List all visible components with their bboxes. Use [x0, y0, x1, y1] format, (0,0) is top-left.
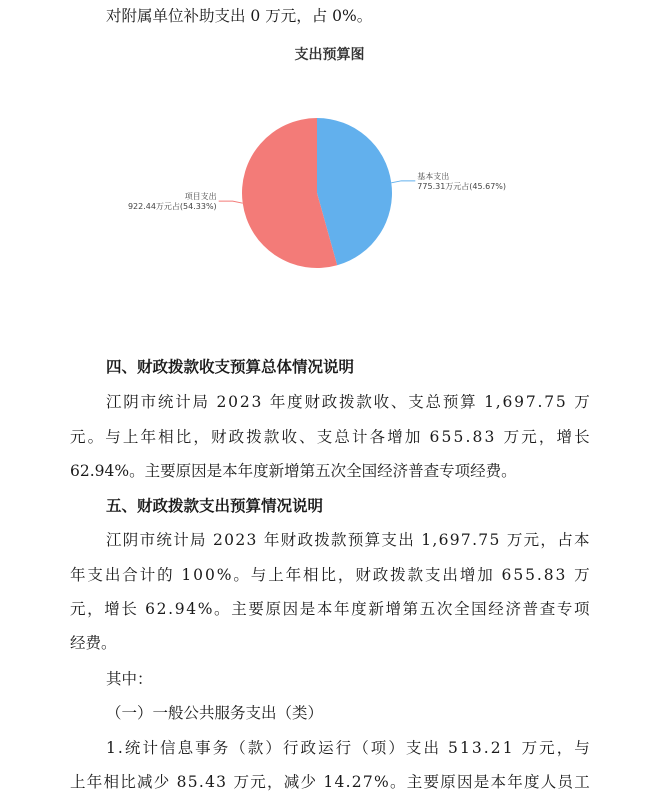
section-4-line-2: 元 。 与 上 年 相 比 ， 财 政 拨 款 收 、 支 总 计 各 增 加 6 5 5 . 8 3 万 元 ， 增 长: [70, 428, 590, 446]
pie-leader-line: [391, 181, 415, 183]
summary-line: 对附属单位补助支出 0 万元，占 0%。: [106, 7, 373, 25]
section-4-line-1: 江 阴 市 统 计 局 2 0 2 3 年 度 财 政 拨 款 收 、 支 总 预 算 1 , 6 9 7 . 7 5 万: [106, 393, 590, 411]
section-5-line-2: 年 支 出 合 计 的 1 0 0 % 。 与 上 年 相 比 ， 财 政 拨 款 支 出 增 加 6 5 5 . 8 3 万: [70, 566, 590, 584]
section-5-heading: 五、财政拨款支出预算情况说明: [106, 496, 324, 515]
sub-intro: 其中：: [106, 670, 153, 688]
section-5-line-1: 江 阴 市 统 计 局 2 0 2 3 年 财 政 拨 款 预 算 支 出 1 , 6 9 7 . 7 5 万 元 ， 占 本: [106, 531, 590, 549]
pie-leader-line: [219, 201, 243, 203]
section-4-heading: 四、财政拨款收支预算总体情况说明: [106, 357, 355, 376]
pie-label-value: 922.44万元占(54.33%): [127, 202, 217, 212]
section-5-line-3: 元 ， 增 长 6 2 . 9 4 % 。 主 要 原 因 是 本 年 度 新 增 第 五 次 全 国 经 济 普 查 专 项: [70, 600, 590, 618]
chart-title: 支出预算图: [294, 47, 365, 63]
item-line-2: 上 年 相 比 减 少 8 5 . 4 3 万 元 ， 减 少 1 4 . 2 7 % 。 主 要 原 因 是 本 年 度 人 员 工: [70, 773, 590, 791]
pie-chart: [0, 0, 659, 320]
item-line-1: 1 . 统 计 信 息 事 务 （ 款 ） 行 政 运 行 （ 项 ） 支 出 5 1 3 . 2 1 万 元 ， 与: [106, 739, 590, 757]
pie-label-value: 775.31万元占(45.67%): [417, 181, 507, 191]
category-title: （一）一般公共服务支出（类）: [106, 704, 324, 722]
section-4-line-3: 62.94%。主要原因是本年度新增第五次全国经济普查专项经费。: [70, 462, 517, 480]
pie-label-name: 基本支出: [417, 171, 450, 181]
section-5-line-4: 经费。: [70, 634, 117, 652]
pie-label-name: 项目支出: [184, 192, 217, 202]
